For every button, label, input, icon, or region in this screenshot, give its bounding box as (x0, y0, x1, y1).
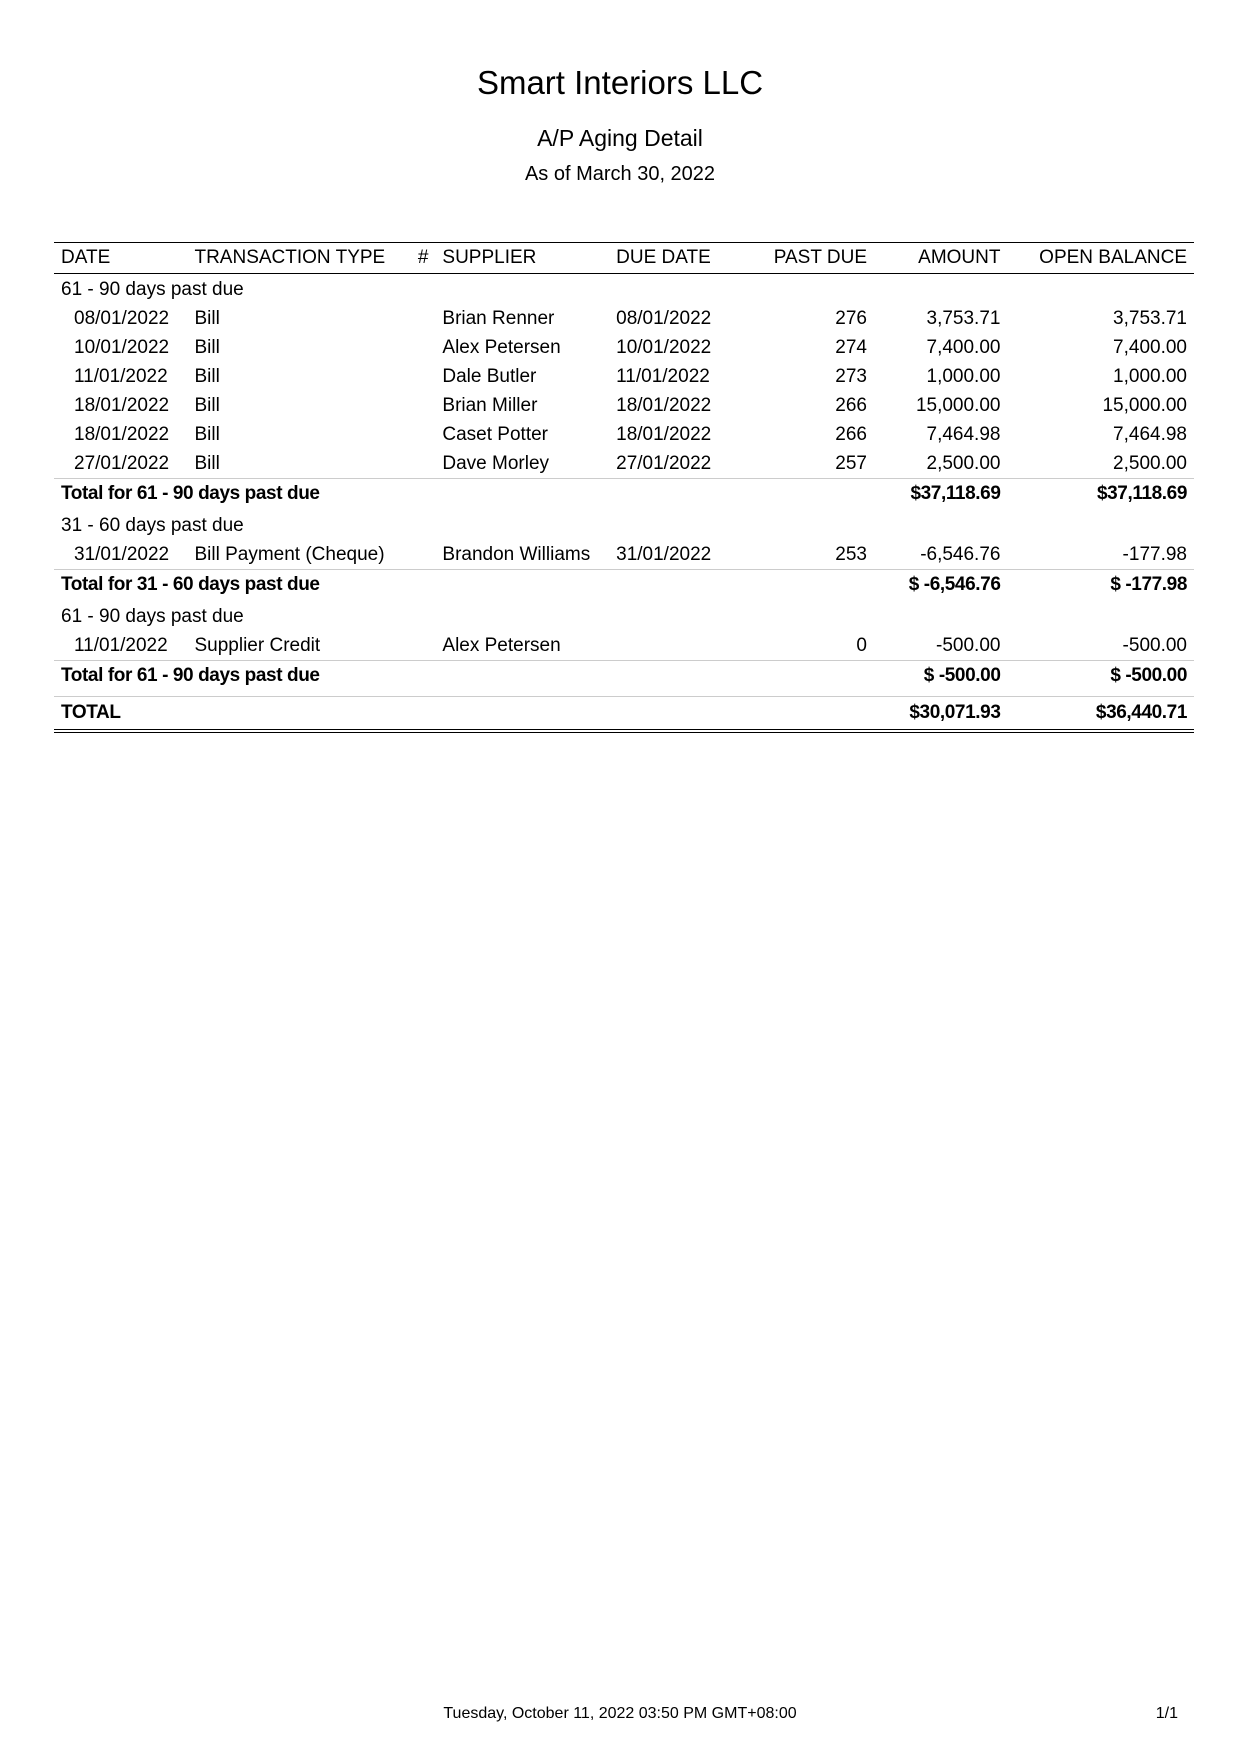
cell-supplier: Dale Butler (442, 365, 537, 387)
cell-date: 18/01/2022 (74, 423, 170, 445)
cell-amount: -500.00 (936, 634, 1001, 656)
cell-past-due: 276 (835, 307, 867, 329)
col-past-due: PAST DUE (738, 243, 874, 274)
group-total-row (54, 570, 1194, 600)
table-row (54, 449, 1194, 479)
cell-transaction-type: Bill (194, 452, 220, 474)
group-total-open-balance: $ -500.00 (1007, 661, 1194, 691)
report-date: As of March 30, 2022 (524, 163, 716, 185)
cell-open-balance: 7,464.98 (1113, 423, 1187, 445)
table-row (54, 540, 1194, 570)
cell-past-due: 266 (835, 423, 867, 445)
cell-supplier: Dave Morley (442, 452, 550, 474)
table-row (54, 304, 1194, 333)
grand-total-label: TOTAL (54, 697, 874, 732)
cell-past-due: 0 (856, 634, 867, 656)
table-row (54, 391, 1194, 420)
group-total-amount: $37,118.69 (874, 479, 1007, 509)
col-amount: AMOUNT (874, 243, 1007, 274)
cell-transaction-type: Bill (194, 394, 220, 416)
cell-open-balance: 3,753.71 (1113, 307, 1187, 329)
table-row (54, 420, 1194, 449)
cell-date: 10/01/2022 (74, 336, 170, 358)
cell-date: 11/01/2022 (74, 365, 168, 387)
cell-open-balance: 1,000.00 (1113, 365, 1187, 387)
cell-transaction-type: Bill (194, 336, 220, 358)
cell-number (406, 540, 436, 570)
cell-transaction-type: Bill (194, 307, 220, 329)
cell-due-date: 18/01/2022 (616, 423, 712, 445)
cell-date: 08/01/2022 (74, 307, 170, 329)
cell-number (406, 391, 436, 420)
cell-amount: 7,464.98 (926, 423, 1001, 445)
col-open-balance: OPEN BALANCE (1007, 243, 1194, 274)
cell-open-balance: 2,500.00 (1113, 452, 1187, 474)
cell-past-due: 253 (835, 543, 867, 565)
cell-date: 18/01/2022 (74, 394, 170, 416)
company-name: Smart Interiors LLC (476, 64, 764, 101)
group-total-row (54, 661, 1194, 691)
cell-number (406, 362, 436, 391)
group-total-label: Total for 31 - 60 days past due (54, 570, 874, 600)
cell-open-balance: -177.98 (1122, 543, 1187, 565)
group-total-open-balance: $37,118.69 (1007, 479, 1194, 509)
aging-table (54, 242, 1194, 733)
cell-due-date: 27/01/2022 (616, 452, 712, 474)
cell-amount: 3,753.71 (926, 307, 1001, 329)
cell-supplier: Brandon Williams (442, 543, 591, 565)
cell-date: 27/01/2022 (74, 452, 170, 474)
group-header-row (54, 508, 1194, 540)
cell-number (406, 333, 436, 362)
cell-supplier: Alex Petersen (442, 336, 561, 358)
col-due-date: DUE DATE (609, 243, 738, 274)
col-date: DATE (54, 243, 187, 274)
cell-supplier: Caset Potter (442, 423, 548, 445)
group-total-label: Total for 61 - 90 days past due (54, 479, 874, 509)
cell-number (406, 449, 436, 479)
cell-date: 11/01/2022 (74, 634, 168, 656)
footer-timestamp: Tuesday, October 11, 2022 03:50 PM GMT+08:00 (443, 1705, 797, 1722)
table-row (54, 631, 1194, 661)
grand-total-open-balance: $36,440.71 (1007, 697, 1194, 732)
cell-due-date (609, 631, 738, 661)
cell-number (406, 304, 436, 333)
cell-due-date: 11/01/2022 (616, 365, 710, 387)
cell-past-due: 274 (835, 336, 867, 358)
header-row (54, 243, 1194, 274)
cell-due-date: 08/01/2022 (616, 307, 712, 329)
group-label: 61 - 90 days past due (61, 279, 244, 300)
cell-date: 31/01/2022 (74, 543, 170, 565)
group-total-amount: $ -500.00 (874, 661, 1007, 691)
table-row (54, 333, 1194, 362)
cell-open-balance: 7,400.00 (1113, 336, 1187, 358)
cell-past-due: 273 (835, 365, 867, 387)
cell-supplier: Brian Miller (442, 394, 538, 416)
cell-amount: 1,000.00 (926, 365, 1001, 387)
cell-supplier: Brian Renner (442, 307, 555, 329)
group-total-amount: $ -6,546.76 (874, 570, 1007, 600)
cell-number (406, 420, 436, 449)
group-total-open-balance: $ -177.98 (1007, 570, 1194, 600)
cell-due-date: 31/01/2022 (616, 543, 712, 565)
cell-due-date: 10/01/2022 (616, 336, 712, 358)
col-transaction-type: TRANSACTION TYPE (187, 243, 405, 274)
report-title: A/P Aging Detail (537, 125, 703, 151)
cell-open-balance: -500.00 (1122, 634, 1187, 656)
cell-amount: -6,546.76 (920, 543, 1001, 565)
group-label: 61 - 90 days past due (61, 606, 244, 627)
cell-due-date: 18/01/2022 (616, 394, 712, 416)
grand-total-amount: $30,071.93 (874, 697, 1007, 732)
cell-number (406, 631, 436, 661)
cell-past-due: 266 (835, 394, 867, 416)
report-body (54, 274, 1194, 732)
table-row (54, 362, 1194, 391)
cell-amount: 2,500.00 (926, 452, 1001, 474)
cell-past-due: 257 (835, 452, 867, 474)
cell-transaction-type: Bill Payment (Cheque) (194, 543, 385, 565)
group-header-row (54, 599, 1194, 631)
cell-transaction-type: Bill (194, 423, 220, 445)
cell-transaction-type: Supplier Credit (194, 634, 321, 656)
group-total-row (54, 479, 1194, 509)
cell-open-balance: 15,000.00 (1102, 394, 1187, 416)
group-header-row (54, 274, 1194, 305)
cell-amount: 15,000.00 (915, 394, 1001, 416)
group-total-label: Total for 61 - 90 days past due (54, 661, 874, 691)
cell-amount: 7,400.00 (926, 336, 1001, 358)
col-supplier: SUPPLIER (435, 243, 609, 274)
grand-total-row (54, 697, 1194, 732)
group-label: 31 - 60 days past due (61, 515, 244, 536)
cell-transaction-type: Bill (194, 365, 220, 387)
col-number: # (406, 243, 436, 274)
footer-page-number: 1/1 (1155, 1705, 1178, 1722)
cell-supplier: Alex Petersen (442, 634, 561, 656)
